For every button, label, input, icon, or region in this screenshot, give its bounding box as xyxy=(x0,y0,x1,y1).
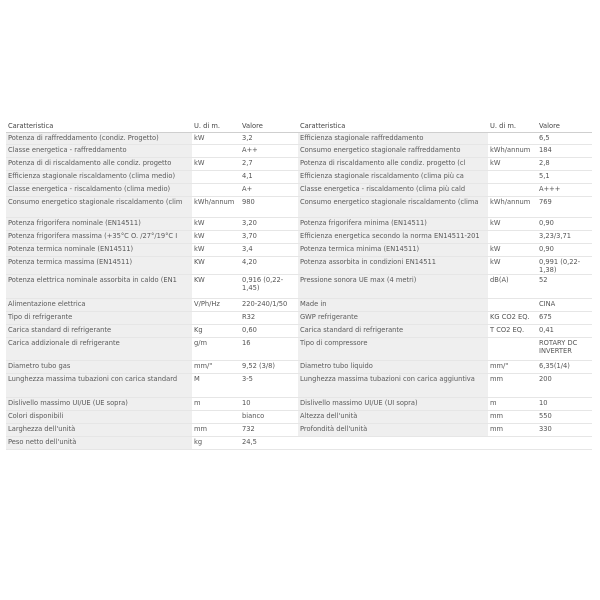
table-row xyxy=(6,218,592,231)
right-value-cell: 10 xyxy=(537,398,592,411)
right-value-cell: 5,1 xyxy=(537,171,592,184)
right-value-cell: 0,991 (0,22-1,38) xyxy=(537,257,592,275)
left-value-cell: A++ xyxy=(240,145,298,158)
table-row xyxy=(6,398,592,411)
left-unit-cell xyxy=(192,184,240,197)
left-value-cell: 9,52 (3/8) xyxy=(240,361,298,374)
left-unit-cell: kW xyxy=(192,158,240,171)
right-value-header: Valore xyxy=(537,121,592,133)
left-unit-cell: m xyxy=(192,398,240,411)
right-unit-cell xyxy=(488,184,537,197)
left-characteristic-cell: Larghezza dell'unità xyxy=(6,424,192,437)
left-characteristic-cell: Tipo di refrigerante xyxy=(6,312,192,325)
right-unit-cell: kWh/annum xyxy=(488,145,537,158)
right-value-cell: 0,90 xyxy=(537,244,592,257)
left-unit-cell xyxy=(192,312,240,325)
right-characteristic-cell: Classe energetica - riscaldamento (clima più cald xyxy=(298,184,488,197)
right-characteristic-cell: Consumo energetico stagionale riscaldamento (clima xyxy=(298,197,488,218)
left-value-cell: A+ xyxy=(240,184,298,197)
left-unit-cell: kWh/annum xyxy=(192,197,240,218)
right-characteristic-cell: Tipo di compressore xyxy=(298,338,488,361)
left-unit-cell xyxy=(192,411,240,424)
table-row xyxy=(6,171,592,184)
table-row xyxy=(6,325,592,338)
right-value-cell: 184 xyxy=(537,145,592,158)
left-characteristic-header: Caratteristica xyxy=(6,121,192,133)
left-characteristic-cell: Potenza termica massima (EN14511) xyxy=(6,257,192,275)
right-characteristic-cell: Altezza dell'unità xyxy=(298,411,488,424)
right-unit-cell: mm/" xyxy=(488,361,537,374)
right-unit-cell xyxy=(488,231,537,244)
left-characteristic-cell: Lunghezza massima tubazioni con carica standard xyxy=(6,374,192,398)
right-value-cell: A+++ xyxy=(537,184,592,197)
table-row xyxy=(6,437,592,450)
table-row xyxy=(6,158,592,171)
left-characteristic-cell: Carica addizionale di refrigerante xyxy=(6,338,192,361)
right-unit-cell: KG CO2 EQ. xyxy=(488,312,537,325)
left-unit-cell xyxy=(192,145,240,158)
left-characteristic-cell: Dislivello massimo UI/UE (UE sopra) xyxy=(6,398,192,411)
left-value-cell: bianco xyxy=(240,411,298,424)
right-value-cell: 6,5 xyxy=(537,133,592,145)
right-characteristic-cell: Dislivello massimo UI/UE (UI sopra) xyxy=(298,398,488,411)
right-value-cell: ROTARY DC INVERTER xyxy=(537,338,592,361)
right-characteristic-cell: GWP refrigerante xyxy=(298,312,488,325)
right-unit-cell: kW xyxy=(488,244,537,257)
left-unit-cell: KW xyxy=(192,275,240,299)
right-unit-cell: kW xyxy=(488,218,537,231)
right-unit-cell: mm xyxy=(488,411,537,424)
right-characteristic-cell: Carica standard di refrigerante xyxy=(298,325,488,338)
right-characteristic-cell: Consumo energetico stagionale raffreddamento xyxy=(298,145,488,158)
right-unit-cell xyxy=(488,133,537,145)
right-characteristic-header: Caratteristica xyxy=(298,121,488,133)
header-row xyxy=(6,121,592,133)
right-value-cell: 550 xyxy=(537,411,592,424)
right-value-cell: 52 xyxy=(537,275,592,299)
left-characteristic-cell: Diametro tubo gas xyxy=(6,361,192,374)
left-unit-cell: g/m xyxy=(192,338,240,361)
right-value-cell: 200 xyxy=(537,374,592,398)
left-unit-cell: Kg xyxy=(192,325,240,338)
right-characteristic-cell: Potenza assorbita in condizioni EN14511 xyxy=(298,257,488,275)
left-value-cell: 4,20 xyxy=(240,257,298,275)
right-characteristic-cell: Lunghezza massima tubazioni con carica aggiuntiva xyxy=(298,374,488,398)
table-row xyxy=(6,312,592,325)
left-characteristic-cell: Alimentazione elettrica xyxy=(6,299,192,312)
left-unit-header: U. di m. xyxy=(192,121,240,133)
left-characteristic-cell: Colori disponibili xyxy=(6,411,192,424)
right-value-cell: 769 xyxy=(537,197,592,218)
left-value-cell: 16 xyxy=(240,338,298,361)
table-row xyxy=(6,424,592,437)
spec-table xyxy=(6,121,592,450)
left-value-cell: 3,70 xyxy=(240,231,298,244)
left-value-cell: 980 xyxy=(240,197,298,218)
right-characteristic-cell: Potenza termica minima (EN14511) xyxy=(298,244,488,257)
left-value-header: Valore xyxy=(240,121,298,133)
right-characteristic-cell: Pressione sonora UE max (4 metri) xyxy=(298,275,488,299)
left-characteristic-cell: Classe energetica - raffreddamento xyxy=(6,145,192,158)
left-unit-cell: kW xyxy=(192,218,240,231)
left-value-cell: 0,916 (0,22-1,45) xyxy=(240,275,298,299)
right-unit-cell: kW xyxy=(488,257,537,275)
right-value-cell xyxy=(537,437,592,450)
left-characteristic-cell: Potenza di raffreddamento (condiz. Progetto) xyxy=(6,133,192,145)
left-unit-cell: mm xyxy=(192,424,240,437)
left-value-cell: 0,60 xyxy=(240,325,298,338)
left-characteristic-cell: Classe energetica - riscaldamento (clima medio) xyxy=(6,184,192,197)
right-unit-cell xyxy=(488,299,537,312)
left-value-cell: 220-240/1/50 xyxy=(240,299,298,312)
right-unit-cell: m xyxy=(488,398,537,411)
left-unit-cell xyxy=(192,171,240,184)
left-unit-cell: M xyxy=(192,374,240,398)
table-row xyxy=(6,133,592,145)
left-unit-cell: KW xyxy=(192,257,240,275)
right-characteristic-cell: Potenza di riscaldamento alle condiz. progetto (cl xyxy=(298,158,488,171)
left-value-cell: 10 xyxy=(240,398,298,411)
left-value-cell: 4,1 xyxy=(240,171,298,184)
left-value-cell: 2,7 xyxy=(240,158,298,171)
left-value-cell: 24,5 xyxy=(240,437,298,450)
right-unit-cell xyxy=(488,338,537,361)
right-unit-cell: kWh/annum xyxy=(488,197,537,218)
table-row xyxy=(6,374,592,398)
left-unit-cell: V/Ph/Hz xyxy=(192,299,240,312)
table-row xyxy=(6,275,592,299)
spec-table-body xyxy=(6,133,592,450)
left-characteristic-cell: Potenza frigorifera massima (+35°C O. /27°/19°C I xyxy=(6,231,192,244)
left-unit-cell: mm/" xyxy=(192,361,240,374)
right-characteristic-cell: Potenza frigorifera minima (EN14511) xyxy=(298,218,488,231)
right-characteristic-cell: Efficienza energetica secondo la norma EN14511-201 xyxy=(298,231,488,244)
table-row xyxy=(6,244,592,257)
table-row xyxy=(6,411,592,424)
right-value-cell: CINA xyxy=(537,299,592,312)
right-value-cell: 0,41 xyxy=(537,325,592,338)
left-characteristic-cell: Potenza di di riscaldamento alle condiz. progetto xyxy=(6,158,192,171)
right-unit-cell: T CO2 EQ. xyxy=(488,325,537,338)
left-unit-cell: kW xyxy=(192,231,240,244)
right-unit-cell xyxy=(488,171,537,184)
right-characteristic-cell: Made in xyxy=(298,299,488,312)
left-characteristic-cell: Potenza termica nominale (EN14511) xyxy=(6,244,192,257)
left-value-cell: 3,4 xyxy=(240,244,298,257)
right-unit-cell xyxy=(488,437,537,450)
right-value-cell: 0,90 xyxy=(537,218,592,231)
table-row xyxy=(6,361,592,374)
left-value-cell: R32 xyxy=(240,312,298,325)
left-characteristic-cell: Carica standard di refrigerante xyxy=(6,325,192,338)
table-row xyxy=(6,184,592,197)
left-characteristic-cell: Potenza frigorifera nominale (EN14511) xyxy=(6,218,192,231)
left-value-cell: 3,2 xyxy=(240,133,298,145)
right-characteristic-cell: Profondità dell'unità xyxy=(298,424,488,437)
right-unit-cell: dB(A) xyxy=(488,275,537,299)
right-characteristic-cell: Efficienza stagionale raffreddamento xyxy=(298,133,488,145)
right-characteristic-cell: Diametro tubo liquido xyxy=(298,361,488,374)
left-value-cell: 3-5 xyxy=(240,374,298,398)
left-characteristic-cell: Peso netto dell'unità xyxy=(6,437,192,450)
right-characteristic-cell: Efficienza stagionale riscaldamento (clima più ca xyxy=(298,171,488,184)
left-characteristic-cell: Potenza elettrica nominale assorbita in caldo (EN1 xyxy=(6,275,192,299)
table-row xyxy=(6,257,592,275)
left-unit-cell: kW xyxy=(192,244,240,257)
right-value-cell: 330 xyxy=(537,424,592,437)
left-value-cell: 3,20 xyxy=(240,218,298,231)
left-characteristic-cell: Consumo energetico stagionale riscaldamento (clim xyxy=(6,197,192,218)
left-value-cell: 732 xyxy=(240,424,298,437)
spec-sheet xyxy=(6,121,592,450)
table-row xyxy=(6,145,592,158)
right-value-cell: 2,8 xyxy=(537,158,592,171)
table-row xyxy=(6,338,592,361)
right-characteristic-cell xyxy=(298,437,488,450)
table-row xyxy=(6,231,592,244)
right-value-cell: 6,35(1/4) xyxy=(537,361,592,374)
right-value-cell: 675 xyxy=(537,312,592,325)
table-row xyxy=(6,299,592,312)
table-row xyxy=(6,197,592,218)
right-unit-cell: kW xyxy=(488,158,537,171)
right-unit-cell: mm xyxy=(488,424,537,437)
right-unit-header: U. di m. xyxy=(488,121,537,133)
right-unit-cell: mm xyxy=(488,374,537,398)
left-characteristic-cell: Efficienza stagionale riscaldamento (clima medio) xyxy=(6,171,192,184)
left-unit-cell: kW xyxy=(192,133,240,145)
left-unit-cell: kg xyxy=(192,437,240,450)
right-value-cell: 3,23/3,71 xyxy=(537,231,592,244)
